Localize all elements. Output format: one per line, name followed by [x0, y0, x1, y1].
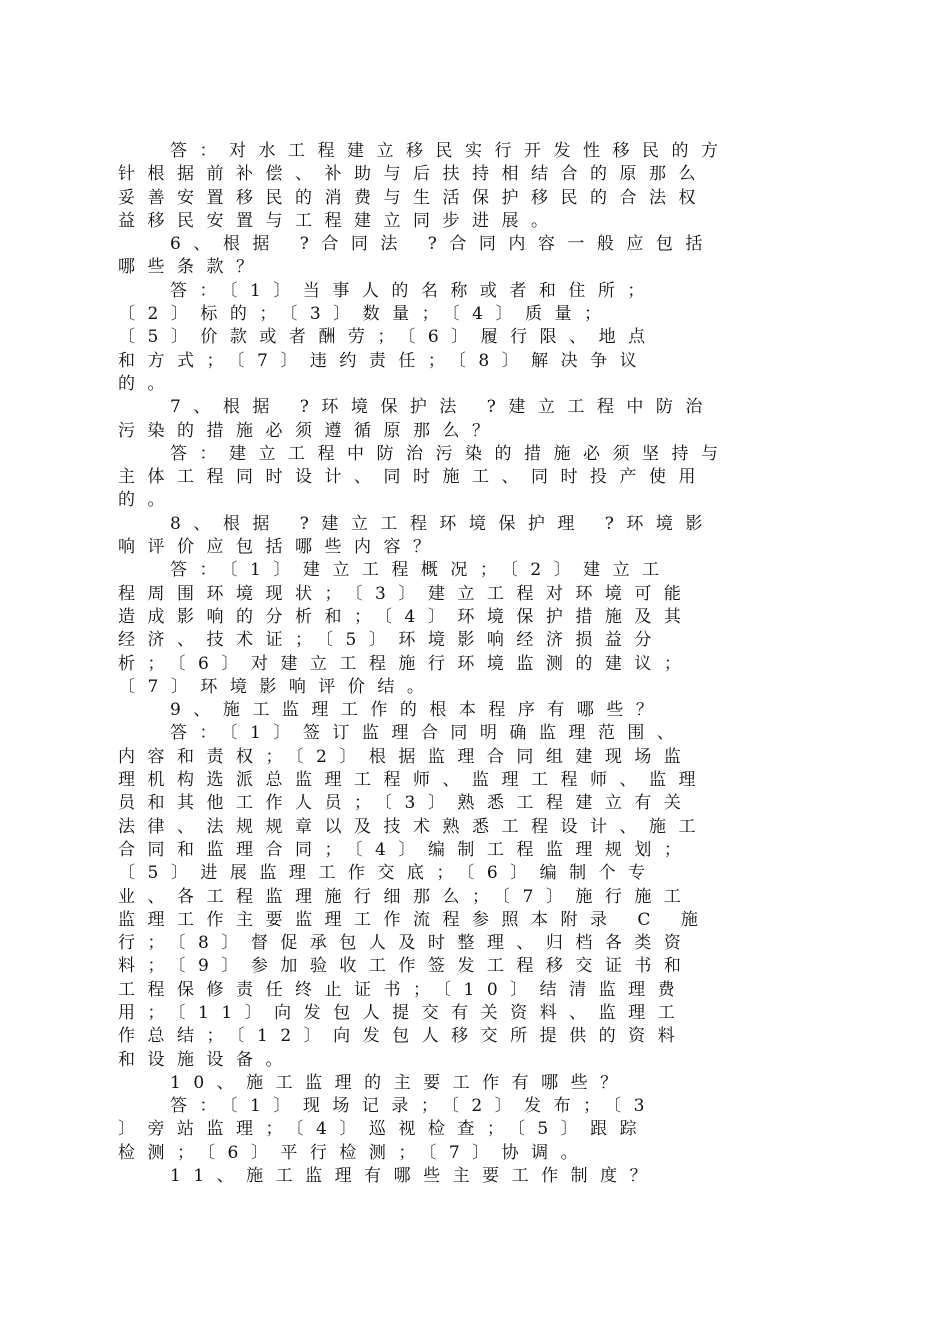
text-line: 理机构选派总监理工程师、监理工程师、监理 — [118, 770, 708, 791]
text-line: 作总结；〔12〕向发包人移交所提供的资料 — [118, 1026, 688, 1047]
text-line: 益移民安置与工程建立同步进展。 — [118, 210, 561, 231]
text-line: 〔5〕价款或者酬劳；〔6〕履行限、地点 — [118, 327, 658, 348]
text-line: 造成影响的分析和；〔4〕环境保护措施及其 — [118, 606, 694, 627]
text-line: 答：〔1〕签订监理合同明确监理范围、 — [170, 723, 687, 744]
text-line: 响评价应包括哪些内容？ — [118, 537, 443, 558]
text-line: 6、根据 ?合同法 ?合同内容一般应包括 — [170, 234, 715, 255]
text-line: 7、根据 ?环境保护法 ?建立工程中防治 — [170, 397, 715, 418]
text-line: 业、各工程监理施行细那么；〔7〕施行施工 — [118, 886, 694, 907]
document-body — [118, 140, 824, 1188]
text-line: 〕旁站监理；〔4〕巡视检查；〔5〕跟踪 — [118, 1119, 650, 1140]
text-line: 妥善安置移民的消费与生活保护移民的合法权 — [118, 187, 708, 208]
text-line: 程周围环境现状；〔3〕建立工程对环境可能 — [118, 583, 694, 604]
text-line: 法律、法规规章以及技术熟悉工程设计、施工 — [118, 816, 708, 837]
text-line: 的。 — [118, 373, 177, 394]
text-line: 员和其他工作人员；〔3〕熟悉工程建立有关 — [118, 793, 694, 814]
text-line: 〔7〕环境影响评价结。 — [118, 676, 437, 697]
text-line: 哪些条款？ — [118, 257, 266, 278]
text-line: 行；〔8〕督促承包人及时整理、归档各类资 — [118, 933, 694, 954]
text-line: 〔5〕进展监理工作交底；〔6〕编制个专 — [118, 863, 658, 884]
text-line: 合同和监理合同；〔4〕编制工程监理规划； — [118, 839, 694, 860]
text-line: 料；〔9〕参加验收工作签发工程移交证书和 — [118, 956, 694, 977]
text-line: 的。 — [118, 490, 177, 511]
text-line: 〔2〕标的；〔3〕数量；〔4〕质量； — [118, 304, 614, 325]
text-line: 答：对水工程建立移民实行开发性移民的方 — [170, 141, 731, 161]
text-line: 答：〔1〕现场记录；〔2〕发布；〔3 — [170, 1096, 657, 1117]
text-line: 经济、技术证；〔5〕环境影响经济损益分 — [118, 630, 664, 651]
text-line: 用；〔11〕向发包人提交有关资料、监理工 — [118, 1002, 688, 1023]
text-line: 答：〔1〕当事人的名称或者和住所； — [170, 280, 657, 301]
text-line: 针根据前补偿、补助与后扶持相结合的原那么 — [118, 164, 708, 185]
text-line: 污染的措施必须遵循原那么？ — [118, 420, 502, 441]
text-line: 8、根据 ?建立工程环境保护理 ?环境影 — [170, 513, 715, 534]
text-line: 检测；〔6〕平行检测；〔7〕协调。 — [118, 1142, 591, 1163]
text-line: 答：建立工程中防治污染的措施必须坚持与 — [170, 443, 731, 464]
text-line: 主体工程同时设计、同时施工、同时投产使用 — [118, 467, 708, 488]
text-line: 内容和责权；〔2〕根据监理合同组建现场监 — [118, 746, 694, 767]
text-line: 和设施设备。 — [118, 1049, 295, 1070]
text-line: 11、施工监理有哪些主要工作制度？ — [170, 1166, 660, 1187]
text-line: 监理工作主要监理工作流程参照本附录 C 施 — [118, 909, 711, 930]
text-line: 析；〔6〕对建立工程施行环境监测的建议； — [118, 653, 694, 674]
text-line: 9、施工监理工作的根本程序有哪些？ — [170, 700, 666, 721]
text-line: 工程保修责任终止证书；〔10〕结清监理费 — [118, 979, 688, 1000]
text-line: 和方式；〔7〕违约责任；〔8〕解决争议 — [118, 350, 650, 371]
text-line: 10、施工监理的主要工作有哪些？ — [170, 1072, 630, 1093]
text-line: 答：〔1〕建立工程概况；〔2〕建立工 — [170, 560, 672, 581]
